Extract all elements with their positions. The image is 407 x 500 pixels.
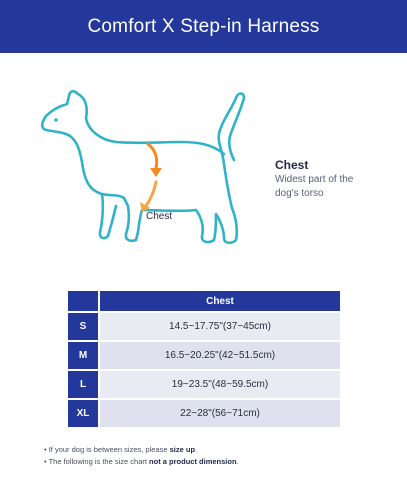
note-1-bold: size up xyxy=(169,445,196,454)
chest-value: 14.5~17.75"(37~45cm) xyxy=(100,311,340,340)
size-label: L xyxy=(68,369,100,398)
page-title: Comfort X Step-in Harness xyxy=(87,15,320,37)
measure-arrow-icon xyxy=(140,144,162,212)
size-label: S xyxy=(68,311,100,340)
chest-value: 22~28"(56~71cm) xyxy=(100,398,340,427)
chest-callout xyxy=(275,158,395,200)
table-header-row xyxy=(68,291,340,311)
title-bar xyxy=(0,0,407,53)
table-row xyxy=(68,398,340,427)
chest-figure-label: Chest xyxy=(146,211,173,222)
size-label: XL xyxy=(68,398,100,427)
note-not-dimension xyxy=(44,456,384,468)
size-label: M xyxy=(68,340,100,369)
header-chest: Chest xyxy=(100,291,340,311)
callout-heading: Chest xyxy=(275,158,309,172)
note-1-prefix: • If your dog is between sizes, please xyxy=(44,445,170,454)
dog-figure xyxy=(30,82,280,258)
size-chart-table xyxy=(68,291,340,427)
table-row xyxy=(68,369,340,398)
note-size-up xyxy=(44,444,384,456)
chest-value: 16.5~20.25"(42~51.5cm) xyxy=(100,340,340,369)
table-row xyxy=(68,340,340,369)
note-2-prefix: • The following is the size chart xyxy=(44,457,150,466)
note-2-bold: not a product dimension xyxy=(149,457,237,466)
table-row xyxy=(68,311,340,340)
note-2-suffix: . xyxy=(236,457,239,466)
dog-outline-icon xyxy=(30,82,280,258)
notes xyxy=(44,444,384,468)
callout-line-2: dog's torso xyxy=(275,188,324,199)
chest-value: 19~23.5"(48~59.5cm) xyxy=(100,369,340,398)
header-corner-cell xyxy=(68,291,100,311)
note-1-suffix: . xyxy=(195,445,198,454)
callout-line-1: Widest part of the xyxy=(275,174,354,185)
